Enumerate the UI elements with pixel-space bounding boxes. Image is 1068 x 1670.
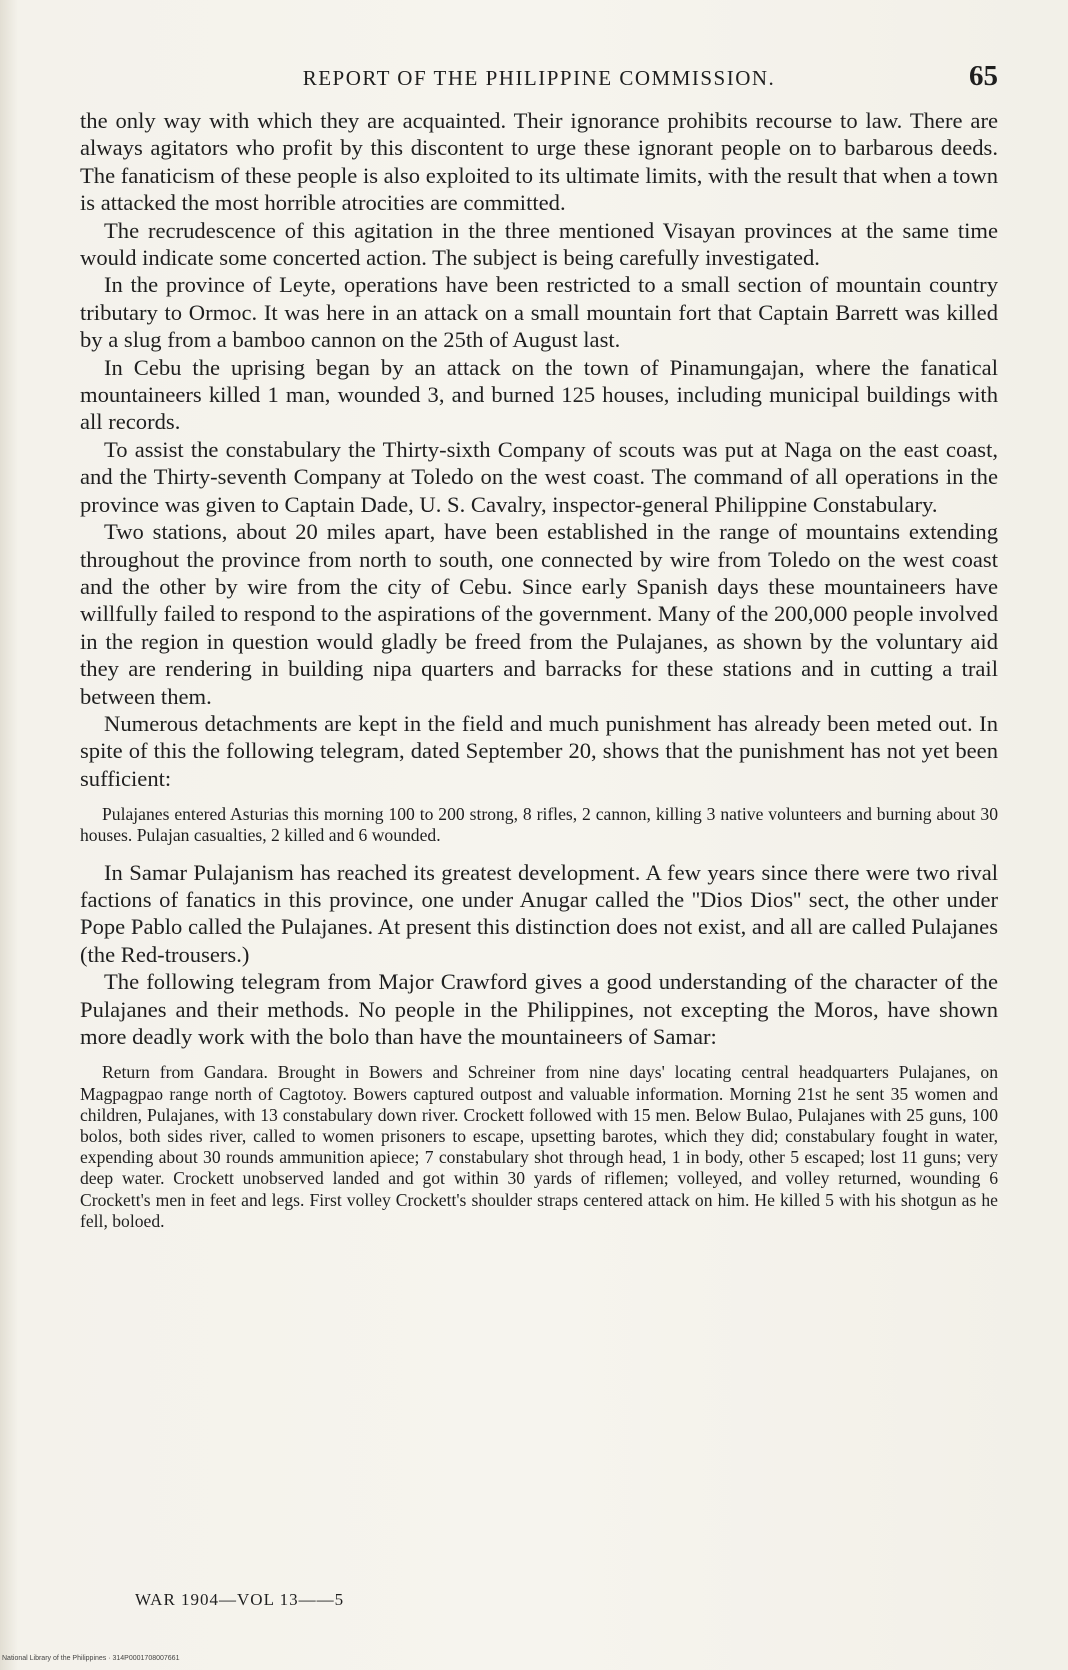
paragraph: In Samar Pulajanism has reached its greatest development. A few years since there were two rival factions of fanatics in this province, one under Anugar called the ''Dios Dios'' sect, the other under Pope Pablo called the Pulajanes. At present this distinction does not exist, and all are called Pulajanes (the Red-trousers.) [80,859,998,967]
paragraph: Two stations, about 20 miles apart, have been established in the range of mountains extending throughout the province from north to south, one connected by wire from Toledo on the west coast and the other by wire from the city of Cebu. Since early Spanish days these mountaineers have willfully failed to respond to the aspirations of the government. Many of the 200,000 people involved in the region in question would gladly be freed from the Pulajanes, as shown by the voluntary aid they are rendering in building nipa quarters and barracks for these stations and in cutting a trail between them. [80,519,998,709]
paragraph: Numerous detachments are kept in the field and much punishment has already been meted out. In spite of this the following telegram, dated September 20, shows that the punishment has not yet been sufficient: [80,710,998,791]
page-header [80,60,998,96]
paragraph: The following telegram from Major Crawford gives a good understanding of the character of the Pulajanes and their methods. No people in the Philippines, not excepting the Moros, have shown more deadly work with the bolo than have the mountaineers of Samar: [80,969,998,1049]
body-text [80,107,998,1244]
telegram-quote: Return from Gandara. Brought in Bowers and Schreiner from nine days' locating central headquarters Pulajanes, on Magpagpao range north of Cagtotoy. Bowers captured outpost and valuable information. Morning 21st he sent 35 women and children, Pulajanes, with 13 constabulary down river. Crockett followed with 15 men. Below Bulao, Pulajanes with 25 guns, 100 bolos, both sides river, called to women prisoners to escape, upsetting barotes, which they did; constabulary fought in water, expending about 30 rounds ammunition apiece; 7 constabulary shot through head, 1 in body, other 5 escaped; lost 11 guns; very deep water. Crockett unobserved landed and got within 30 yards of riflemen; volleyed, and volley returned, wounding 6 Crockett's men in feet and legs. First volley Crockett's shoulder straps centered attack on him. He killed 5 with his shotgun as he fell, boloed. [80,1062,998,1231]
library-credit: National Library of the Philippines · 314P0001708007661 [2,1655,180,1662]
paragraph: In the province of Leyte, operations have been restricted to a small section of mountain country tributary to Ormoc. It was here in an attack on a small mountain fort that Captain Barrett was killed by a slug from a bamboo cannon on the 25th of August last. [80,272,998,353]
paragraph: In Cebu the uprising began by an attack on the town of Pinamungajan, where the fanatical mountaineers killed 1 man, wounded 3, and burned 125 houses, including municipal buildings with all records. [80,354,998,435]
signature-line: WAR 1904—VOL 13——5 [135,1590,345,1609]
paragraph: The recrudescence of this agitation in the three mentioned Visayan provinces at the same time would indicate some concerted action. The subject is being carefully investigated. [80,217,998,271]
telegram-quote: Pulajanes entered Asturias this morning 100 to 200 strong, 8 rifles, 2 cannon, killing 3 native volunteers and burning about 30 houses. Pulajan casualties, 2 killed and 6 wounded. [80,804,998,846]
paragraph: To assist the constabulary the Thirty-sixth Company of scouts was put at Naga on the east coast, and the Thirty-seventh Company at Toledo on the west coast. The command of all operations in the province was given to Captain Dade, U. S. Cavalry, inspector-general Philippine Constabulary. [80,436,998,517]
paragraph: the only way with which they are acquainted. Their ignorance prohibits recourse to law. There are always agitators who profit by this discontent to urge these ignorant people on to barbarous deeds. The fanaticism of these people is also exploited to its ultimate limits, with the result that when a town is attacked the most horrible atrocities are committed. [80,108,998,216]
page-number: 65 [969,60,998,92]
running-head: REPORT OF THE PHILIPPINE COMMISSION. [302,66,776,90]
